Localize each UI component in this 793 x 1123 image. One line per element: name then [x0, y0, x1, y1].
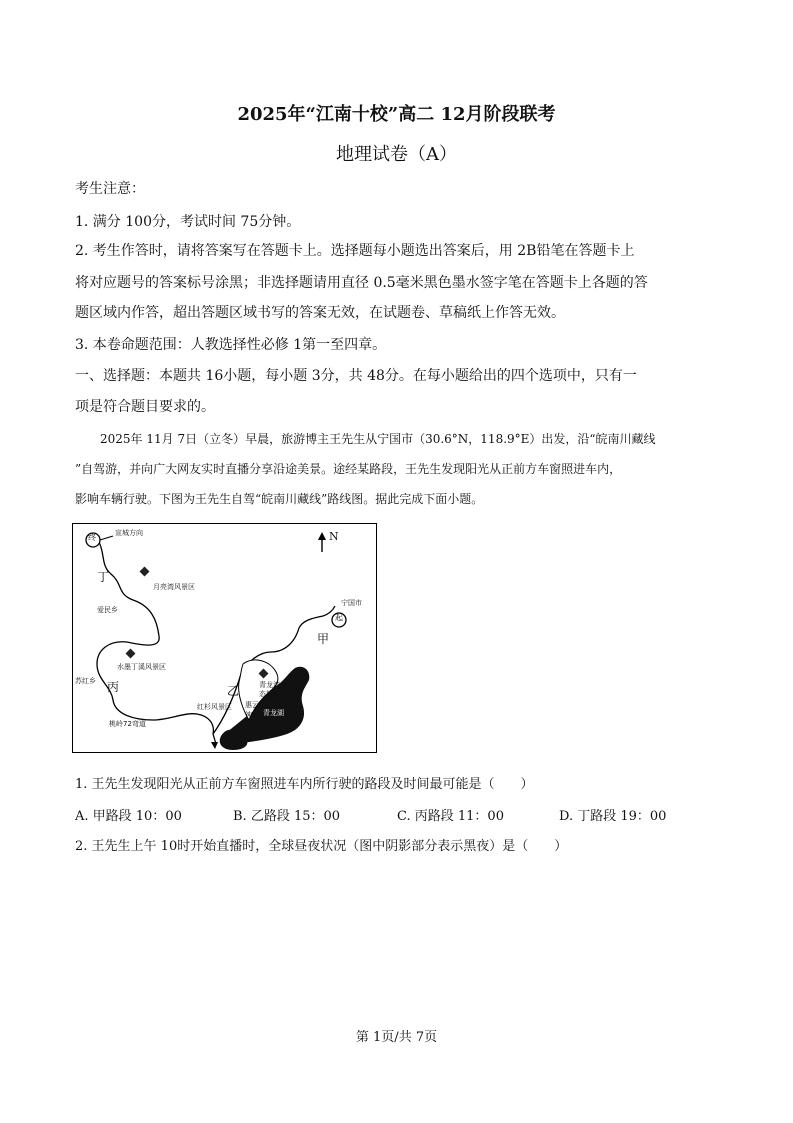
page-footer: 第 1页/共 7页 — [355, 1030, 438, 1045]
label-jia: 甲 — [317, 632, 330, 646]
label-qinglong: 青龙湾生 — [259, 681, 287, 689]
label-xuancheng: 宣城方向 — [115, 529, 143, 537]
label-hongshan: 红杉风景区 — [197, 703, 232, 711]
label-shuimo: 水墨丁溪风景区 — [117, 663, 166, 671]
passage-line-2: ”自驾游，并向广大网友实时直播分享沿途美景。途经某路段，王先生发现阳光从正前方车窗照进车内， — [75, 462, 622, 476]
passage-line-3: 影响车辆行驶。下图为王先生自驾“皖南川藏线”路线图。据此完成下面小题。 — [75, 492, 484, 506]
question-1-option-d[interactable]: D. 丁路段 19：00 — [559, 809, 667, 824]
label-yi: 乙 — [227, 684, 240, 698]
notice-item-2-line-3: 题区域内作答，超出答题区域书写的答案无效，在试题卷、草稿纸上作答无效。 — [75, 305, 565, 321]
label-huiyun: 惠云 — [245, 701, 259, 709]
label-ningguo: 宁国市 — [341, 599, 362, 607]
xuancheng-arrow — [100, 536, 113, 540]
north-arrow-head — [318, 532, 326, 540]
question-2-stem: 2. 王先生上午 10时开始直播时，全球昼夜状况（图中阴影部分表示黑夜）是（ ） — [75, 839, 568, 854]
route-map — [72, 523, 377, 753]
section-instruction-line-1: 一、选择题：本题共 16小题，每小题 3分，共 48分。在每小题给出的四个选项中，只有一 — [75, 368, 637, 384]
north-label: N — [329, 530, 339, 543]
question-1-option-c[interactable]: C. 丙路段 11：00 — [397, 809, 504, 824]
notice-item-3: 3. 本卷命题范围：人教选择性必修 1第一至四章。 — [75, 337, 387, 353]
exam-title: 2025年“江南十校”高二 12月阶段联考 — [237, 104, 556, 125]
end-marker-label: 终 — [88, 533, 96, 542]
passage-line-1: 2025年 11月 7日（立冬）早晨，旅游博主王先生从宁国市（30.6°N，118.9°E）出发，沿“皖南川藏线 — [100, 432, 656, 446]
notice-item-1: 1. 满分 100分，考试时间 75分钟。 — [75, 214, 301, 230]
label-aimin: 爱民乡 — [97, 606, 118, 614]
start-marker-label: 起 — [335, 613, 343, 622]
label-qinglonghu: 青龙湖 — [263, 709, 284, 717]
question-1-stem: 1. 王先生发现阳光从正前方车窗照进车内所行驶的路段及时间最可能是（ ） — [75, 777, 534, 792]
section-instruction-line-2: 项是符合题目要求的。 — [75, 399, 215, 415]
label-suhong: 苏红乡 — [75, 677, 96, 685]
question-1-option-b[interactable]: B. 乙路段 15：00 — [233, 809, 341, 824]
shuimo-diamond — [126, 649, 136, 659]
notice-item-2-line-2: 将对应题号的答案标号涂黑；非选择题请用直径 0.5毫米黑色墨水签字笔在答题卡上各题的答 — [75, 275, 648, 291]
question-1-option-a[interactable]: A. 甲路段 10：00 — [75, 809, 182, 824]
label-yueliangwan: 月亮湾风景区 — [153, 583, 195, 591]
route-map-drawing — [73, 524, 375, 751]
notice-heading: 考生注意： — [75, 181, 145, 197]
label-taiguan: 态旅游区 — [259, 690, 287, 698]
label-shenshan: 神寺 — [245, 711, 259, 719]
notice-item-2-line-1: 2. 考生作答时，请将答案写在答题卡上。选择题每小题选出答案后，用 2B铅笔在答题卡上 — [75, 243, 635, 259]
route-arrow-head — [211, 742, 218, 749]
label-taoling: 桃岭72弯道 — [109, 720, 146, 728]
yueliangwan-diamond — [140, 567, 150, 577]
label-ding: 丁 — [97, 570, 110, 584]
exam-subtitle: 地理试卷（A） — [336, 144, 457, 165]
label-bing: 丙 — [107, 680, 120, 694]
